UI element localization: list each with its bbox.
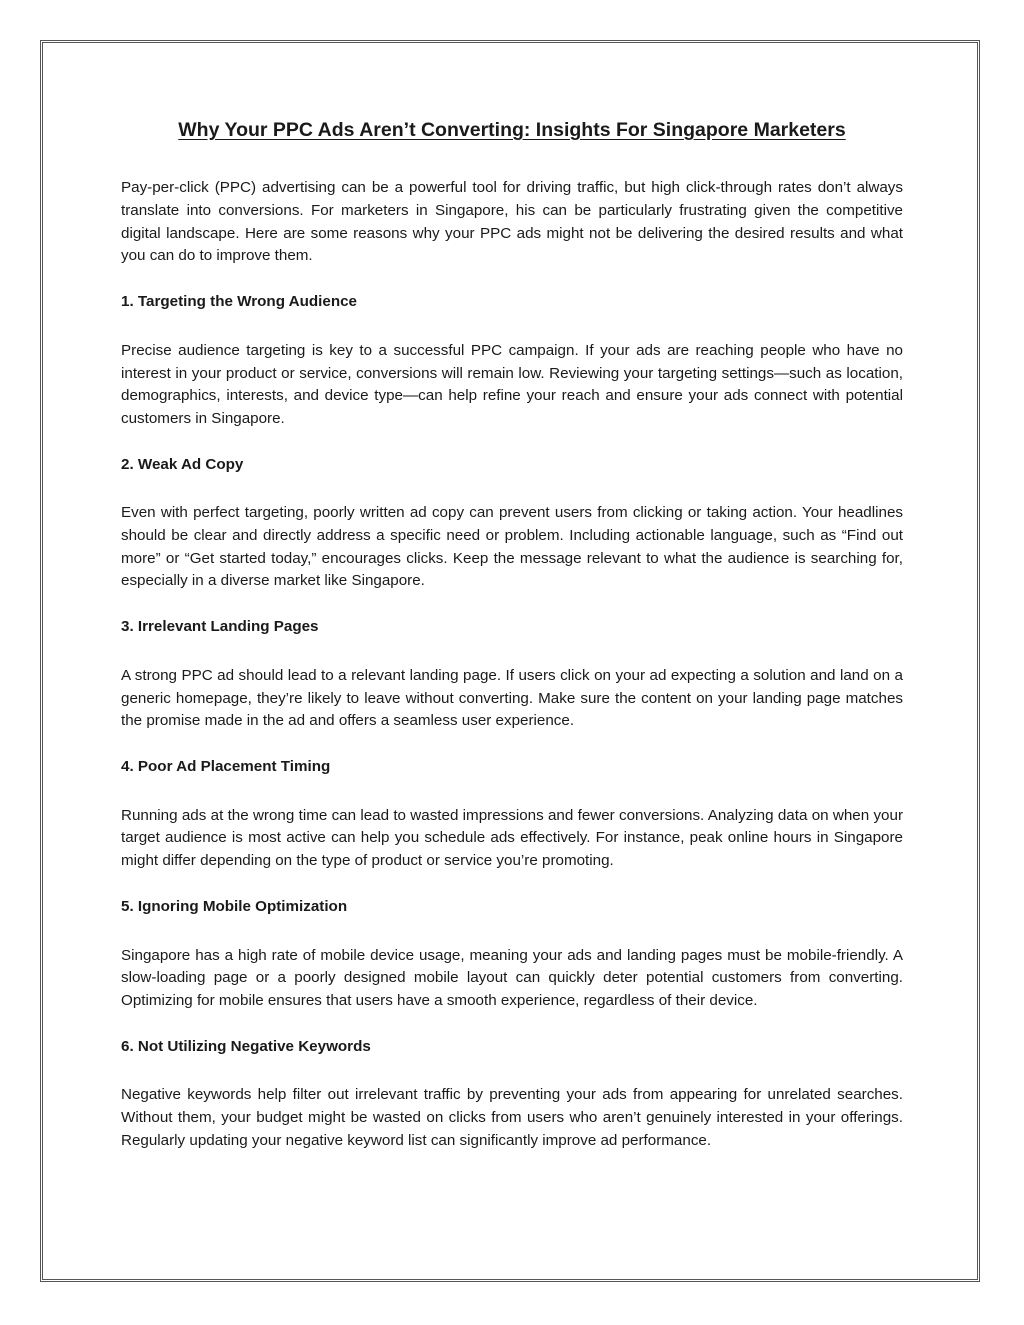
document-content	[121, 118, 903, 1152]
section-body-negative-keywords: Negative keywords help filter out irrelevant traffic by preventing your ads from appearing for unrelated searches. Without them, your budget might be wasted on clicks from users who aren’t genuinely interested in your offerings. Regularly updating your negative keyword list can significantly improve ad performance.	[121, 1086, 903, 1149]
section-heading-ad-copy: 2. Weak Ad Copy	[121, 455, 244, 473]
section-heading-mobile: 5. Ignoring Mobile Optimization	[121, 897, 348, 915]
document-title: Why Your PPC Ads Aren’t Converting: Insights For Singapore Marketers	[178, 119, 846, 141]
intro-paragraph: Pay-per-click (PPC) advertising can be a powerful tool for driving traffic, but high click-through rates don’t always translate into conversions. For marketers in Singapore, his can be particularly frustrating given the competitive digital landscape. Here are some reasons why your PPC ads might not be delivering the desired results and what you can do to improve them.	[121, 179, 903, 265]
section-heading-negative-keywords: 6. Not Utilizing Negative Keywords	[121, 1037, 371, 1055]
section-heading-landing-pages: 3. Irrelevant Landing Pages	[121, 618, 319, 636]
section-body-targeting: Precise audience targeting is key to a successful PPC campaign. If your ads are reaching people who have no interest in your product or service, conversions will remain low. Reviewing your targeting settings—such as location, demographics, interests, and device type—can help refine your reach and ensure your ads connect with potential customers in Singapore.	[121, 341, 903, 427]
section-body-ad-copy: Even with perfect targeting, poorly written ad copy can prevent users from clicking or taking action. Your headlines should be clear and directly address a specific need or problem. Including actionable language, such as “Find out more” or “Get started today,” encourages clicks. Keep the message relevant to what the audience is searching for, especially in a diverse market like Singapore.	[121, 504, 903, 590]
section-body-timing: Running ads at the wrong time can lead to wasted impressions and fewer conversions. Analyzing data on when your target audience is most active can help you schedule ads effectively. For instance, peak online hours in Singapore might differ depending on the type of product or service you’re promoting.	[121, 806, 903, 870]
section-body-landing-pages: A strong PPC ad should lead to a relevant landing page. If users click on your ad expecting a solution and land on a generic homepage, they’re likely to leave without converting. Make sure the content on your landing page matches the promise made in the ad and offers a seamless user experience.	[121, 666, 903, 730]
section-body-mobile: Singapore has a high rate of mobile device usage, meaning your ads and landing pages must be mobile-friendly. A slow-loading page or a poorly designed mobile layout can quickly deter potential customers from converting. Optimizing for mobile ensures that users have a smooth experience, regardless of their device.	[121, 946, 903, 1009]
section-heading-targeting: 1. Targeting the Wrong Audience	[121, 293, 357, 311]
section-heading-timing: 4. Poor Ad Placement Timing	[121, 758, 331, 775]
